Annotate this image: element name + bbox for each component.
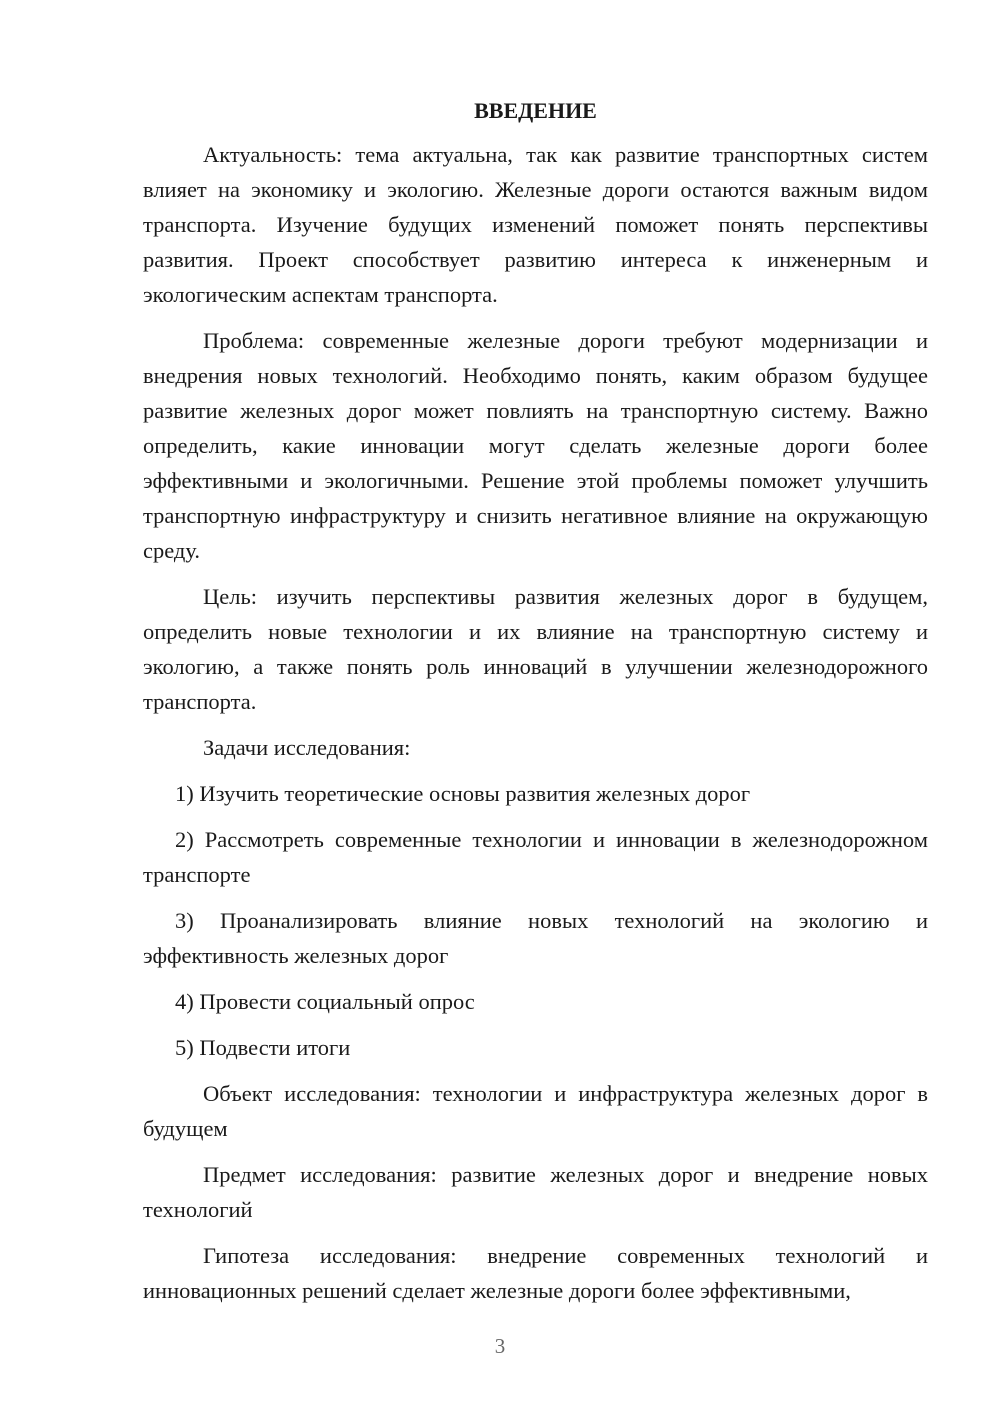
task-item-1: 1) Изучить теоретические основы развития железных дорог xyxy=(175,781,751,806)
object-paragraph: Объект исследования: технологии и инфраструктура железных дорог в будущем xyxy=(143,1081,928,1141)
page-title: ВВЕДЕНИЕ xyxy=(474,98,597,123)
document-page xyxy=(143,96,928,1319)
task-item-4: 4) Провести социальный опрос xyxy=(175,989,475,1014)
task-item-2: 2) Рассмотреть современные технологии и инновации в железнодорожном транспорте xyxy=(143,827,928,887)
hypothesis-paragraph: Гипотеза исследования: внедрение современных технологий и инновационных решений сделает железные дороги более эффективными, xyxy=(143,1243,928,1303)
task-item-3: 3) Проанализировать влияние новых технологий на экологию и эффективность железных дорог xyxy=(143,908,928,968)
tasks-heading: Задачи исследования: xyxy=(203,735,411,760)
goal-paragraph: Цель: изучить перспективы развития железных дорог в будущем, определить новые технологии и их влияние на транспортную систему и экологию, а также понять роль инноваций в улучшении железнодорожного транспорта. xyxy=(143,584,928,714)
subject-paragraph: Предмет исследования: развитие железных дорог и внедрение новых технологий xyxy=(143,1162,928,1222)
relevance-paragraph: Актуальность: тема актуальна, так как развитие транспортных систем влияет на экономику и экологию. Железные дороги остаются важным видом транспорта. Изучение будущих изменений поможет понять перспективы развития. Проект способствует развитию интереса к инженерным и экологическим аспектам транспорта. xyxy=(143,142,928,307)
page-number: 3 xyxy=(494,1334,506,1358)
problem-paragraph: Проблема: современные железные дороги требуют модернизации и внедрения новых технологий. Необходимо понять, каким образом будущее развитие железных дорог может повлиять на транспортную систему. Важно определить, какие инновации могут сделать железные дороги более эффективными и экологичными. Решение этой проблемы поможет улучшить транспортную инфраструктуру и снизить негативное влияние на окружающую среду. xyxy=(143,328,928,563)
task-item-5: 5) Подвести итоги xyxy=(175,1035,351,1060)
